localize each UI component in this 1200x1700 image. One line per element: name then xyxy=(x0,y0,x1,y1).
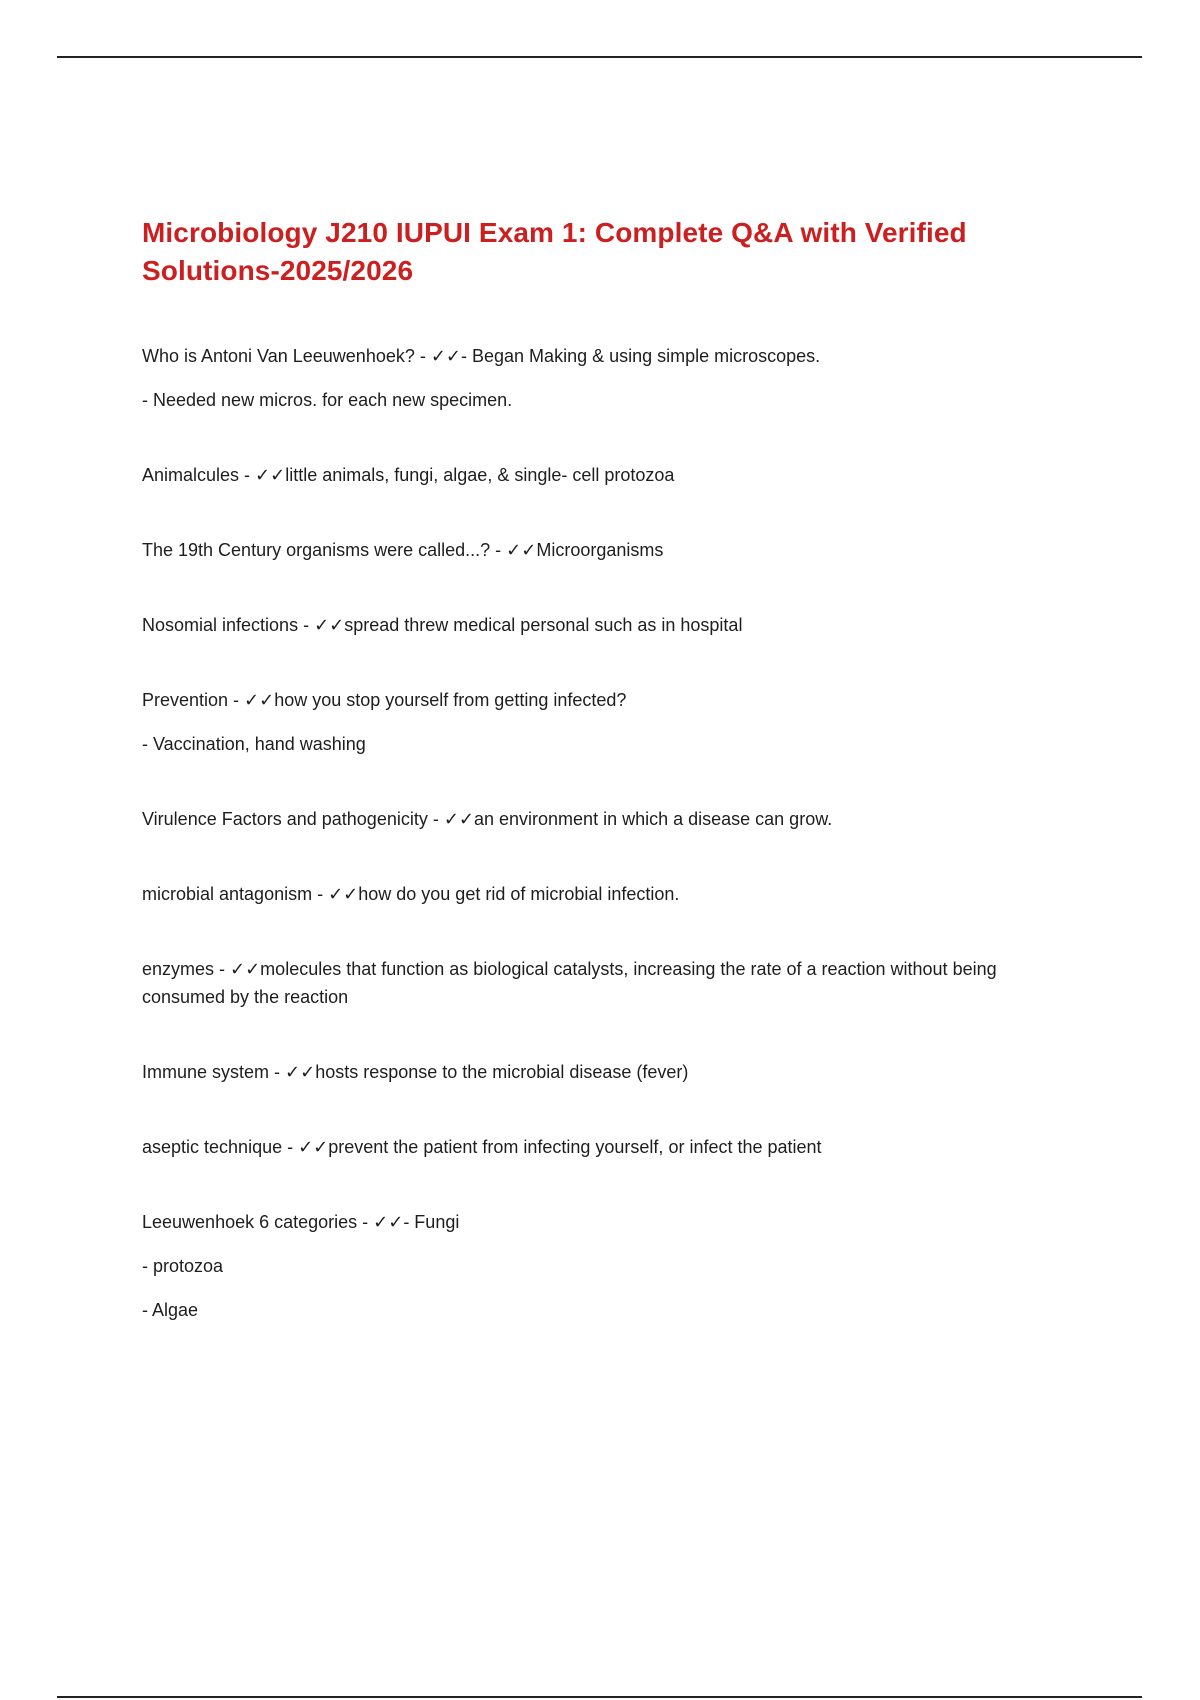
qa-item-nosomial xyxy=(142,611,1042,639)
qa-line: - Needed new micros. for each new specimen. xyxy=(142,390,513,410)
qa-line: Nosomial infections - ✓✓spread threw medical personal such as in hospital xyxy=(142,615,743,635)
bottom-divider xyxy=(57,1696,1142,1698)
document-title-line-2: Solutions-2025/2026 xyxy=(142,255,414,286)
qa-item-prevention xyxy=(142,686,1042,758)
qa-line: The 19th Century organisms were called...? - ✓✓Microorganisms xyxy=(142,540,664,560)
top-divider xyxy=(57,56,1142,58)
qa-line: - Vaccination, hand washing xyxy=(142,734,366,754)
qa-item-immune-system xyxy=(142,1058,1042,1086)
document-title xyxy=(142,214,1042,290)
qa-line: - Algae xyxy=(142,1300,199,1320)
qa-item-enzymes xyxy=(142,955,1042,1011)
document-body xyxy=(142,214,1042,1371)
qa-item-antagonism xyxy=(142,880,1042,908)
qa-line: Virulence Factors and pathogenicity - ✓✓an environment in which a disease can grow. xyxy=(142,809,833,829)
qa-item-animalcules xyxy=(142,461,1042,489)
qa-line: microbial antagonism - ✓✓how do you get rid of microbial infection. xyxy=(142,884,680,904)
qa-item-leeuwenhoek xyxy=(142,342,1042,414)
qa-line: Immune system - ✓✓hosts response to the microbial disease (fever) xyxy=(142,1062,689,1082)
qa-list xyxy=(142,342,1042,1324)
qa-item-virulence xyxy=(142,805,1042,833)
qa-line: aseptic technique - ✓✓prevent the patient from infecting yourself, or infect the patient xyxy=(142,1137,822,1157)
qa-line: Prevention - ✓✓how you stop yourself from getting infected? xyxy=(142,690,627,710)
qa-line: Animalcules - ✓✓little animals, fungi, algae, & single- cell protozoa xyxy=(142,465,675,485)
qa-line: Who is Antoni Van Leeuwenhoek? - ✓✓- Began Making & using simple microscopes. xyxy=(142,346,821,366)
qa-line: - protozoa xyxy=(142,1256,224,1276)
qa-line: enzymes - ✓✓molecules that function as biological catalysts, increasing the rate of a reaction without being consumed by the reaction xyxy=(142,959,997,1007)
qa-item-aseptic xyxy=(142,1133,1042,1161)
document-title-line-1: Microbiology J210 IUPUI Exam 1: Complete Q&A with Verified xyxy=(142,217,967,248)
qa-line: Leeuwenhoek 6 categories - ✓✓- Fungi xyxy=(142,1212,460,1232)
qa-item-categories xyxy=(142,1208,1042,1324)
qa-item-19th-century xyxy=(142,536,1042,564)
